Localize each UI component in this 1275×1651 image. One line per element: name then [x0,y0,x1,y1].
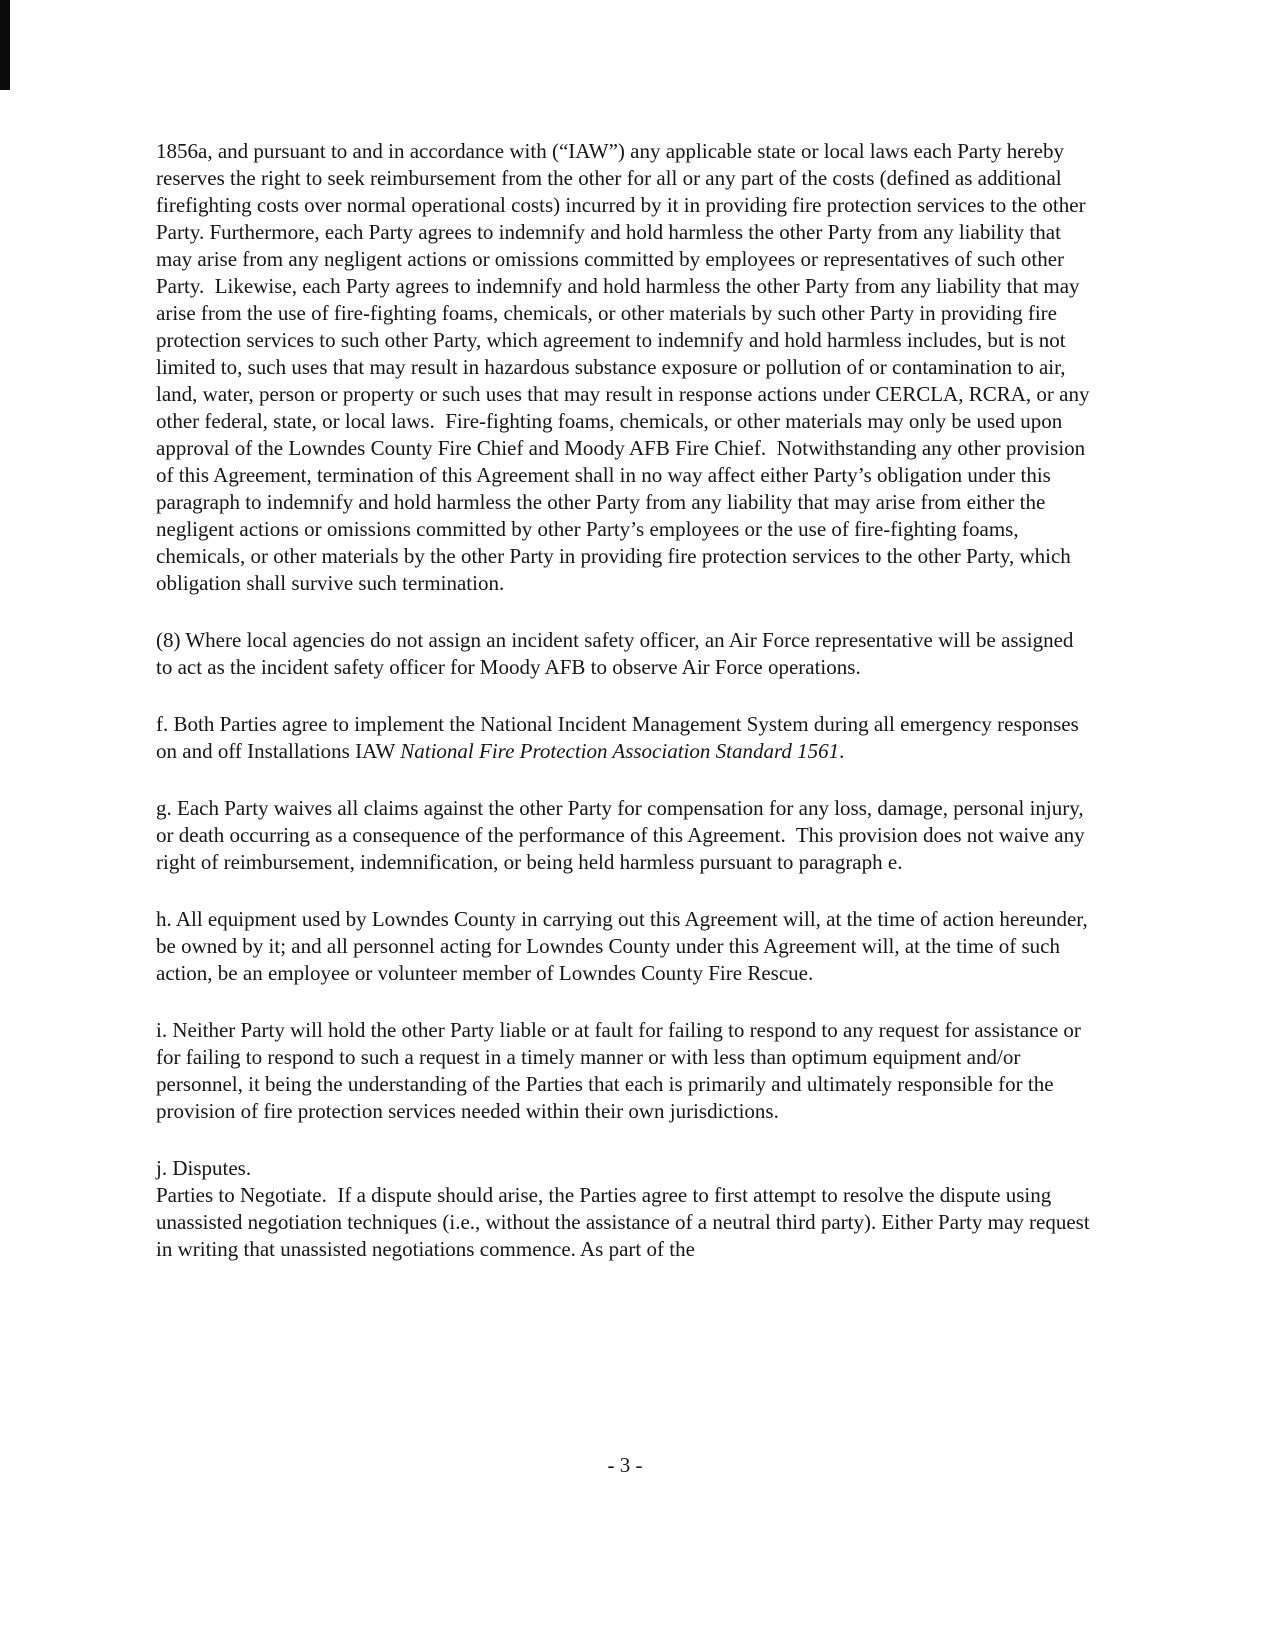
nfpa-standard-citation: National Fire Protection Association Standard 1561 [400,739,840,763]
paragraph-8-incident-safety-officer: (8) Where local agencies do not assign an incident safety officer, an Air Force representative will be assigned to act as the incident safety officer for Moody AFB to observe Air Force operations. [156,628,1079,679]
paragraph-i-liability: i. Neither Party will hold the other Party liable or at fault for failing to respond to any request for assistance or for failing to respond to such a request in a timely manner or with less than optimum equipment and/or personnel, it being the understanding of the Parties that each is primarily and ultimately responsible for the provision of fire protection services needed within their own jurisdictions. [156,1018,1087,1123]
paragraph-f-text: f. Both Parties agree to implement the National Incident Management System during all emergency responses on and off Installations IAW [156,712,1085,763]
page-number: - 3 - [607,1453,643,1477]
paragraph-g-waiver-of-claims: g. Each Party waives all claims against the other Party for compensation for any loss, damage, personal injury, or death occurring as a consequence of the performance of this Agreement. This provision does not waive any right of reimbursement, indemnification, or being held harmless pursuant to paragraph e. [156,796,1090,874]
scan-edge-artifact [0,0,10,90]
paragraph-j-disputes [156,1155,1094,1263]
document-body [156,138,1094,1293]
paragraph-f-nims [156,711,1094,765]
paragraph-j-heading: j. Disputes. [156,1156,252,1180]
paragraph-indemnification: 1856a, and pursuant to and in accordance with (“IAW”) any applicable state or local laws each Party hereby reserves the right to seek reimbursement from the other for all or any part of the costs (defined as additional firefighting costs over normal operational costs) incurred by it in providing fire protection services to the other Party. Furthermore, each Party agrees to indemnify and hold harmless the other Party from any liability that may arise from any negligent actions or omissions committed by employees or representatives of such other Party. Likewise, each Party agrees to indemnify and hold harmless the other Party from any liability that may arise from the use of fire-fighting foams, chemicals, or other materials by such other Party in providing fire protection services to such other Party, which agreement to indemnify and hold harmless includes, but is not limited to, such uses that may result in hazardous substance exposure or pollution of or contamination to air, land, water, person or property or such uses that may result in response actions under CERCLA, RCRA, or any other federal, state, or local laws. Fire-fighting foams, chemicals, or other materials may only be used upon approval of the Lowndes County Fire Chief and Moody AFB Fire Chief. Notwithstanding any other provision of this Agreement, termination of this Agreement shall in no way affect either Party’s obligation under this paragraph to indemnify and hold harmless the other Party from any liability that may arise from either the negligent actions or omissions committed by other Party’s employees or the use of fire-fighting foams, chemicals, or other materials by the other Party in providing fire protection services to the other Party, which obligation shall survive such termination. [156,139,1095,595]
paragraph-j-text: Parties to Negotiate. If a dispute should arise, the Parties agree to first attempt to resolve the dispute using unassisted negotiation techniques (i.e., without the assistance of a neutral third party). Either Party may request in writing that unassisted negotiations commence. As part of the [156,1183,1095,1261]
paragraph-h-equipment: h. All equipment used by Lowndes County in carrying out this Agreement will, at the time of action hereunder, be owned by it; and all personnel acting for Lowndes County under this Agreement will, at the time of such action, be an employee or volunteer member of Lowndes County Fire Rescue. [156,907,1093,985]
paragraph-f-period: . [839,739,845,763]
